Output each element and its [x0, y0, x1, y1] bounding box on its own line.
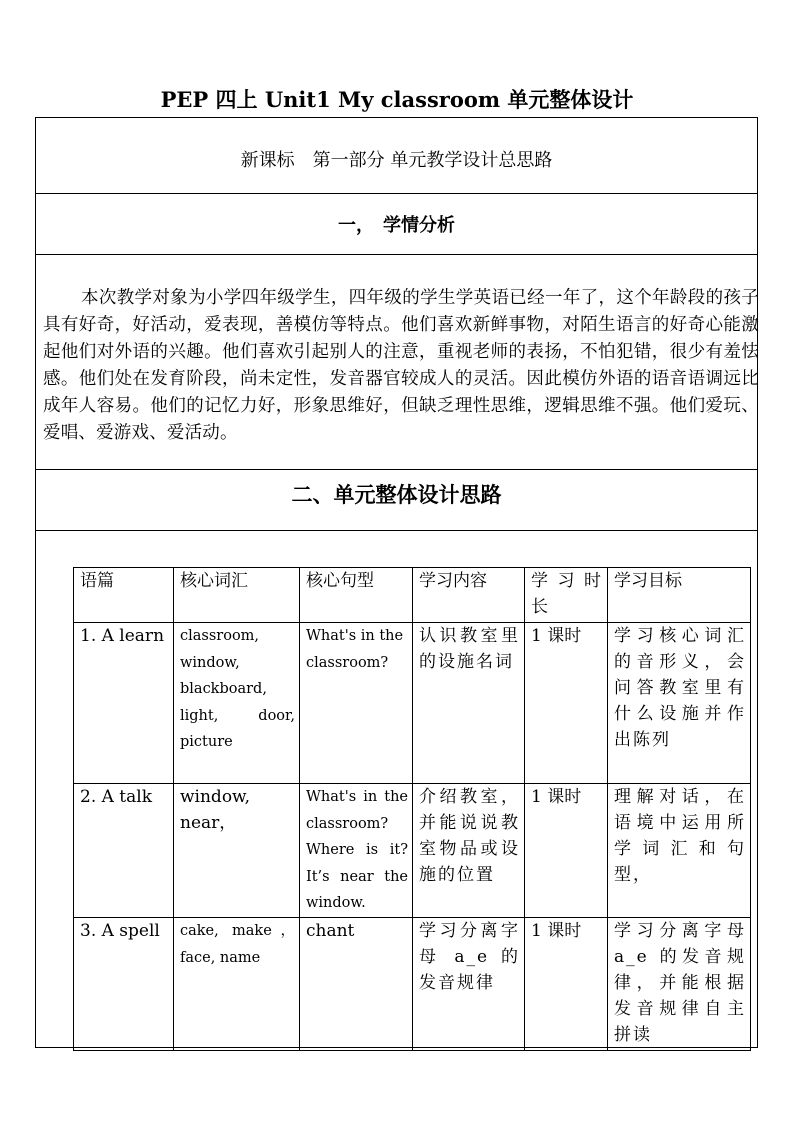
cell-duration: 1 课时 [525, 623, 608, 784]
cell-duration: 1 课时 [525, 918, 608, 1051]
section2-title: 二、单元整体设计思路 [291, 482, 502, 507]
cell-goal: 理解对话，在语境中运用所学词汇和句型， [608, 784, 751, 918]
section1-body-row [36, 255, 757, 470]
cell-text: 1. A learn [74, 623, 174, 784]
header-cell: 学习时长 [525, 568, 608, 623]
unit-design-table [73, 567, 751, 1051]
cell-pattern: What's in the classroom? Where is it? It’s near the window. [300, 784, 413, 918]
cell-content: 介绍教室，并能说说教室物品或设施的位置 [413, 784, 525, 918]
cell-text: 3. A spell [74, 918, 174, 1051]
header-cell: 核心句型 [300, 568, 413, 623]
section2-title-row [36, 470, 757, 531]
cell-pattern: chant [300, 918, 413, 1051]
cell-vocab: window, near， [174, 784, 300, 918]
cell-pattern: What's in the classroom? [300, 623, 413, 784]
cell-goal: 学习核心词汇的音形义，会问答教室里有什么设施并作出陈列 [608, 623, 751, 784]
table-row [74, 784, 751, 918]
table-row [74, 623, 751, 784]
cell-content: 认识教室里的设施名词 [413, 623, 525, 784]
cell-duration: 1 课时 [525, 784, 608, 918]
section1-paragraph: 本次教学对象为小学四年级学生，四年级的学生学英语已经一年了，这个年龄段的孩子具有好奇，好活动，爱表现，善模仿等特点。他们喜欢新鲜事物，对陌生语言的好奇心能激起他们对外语的兴趣。他们喜欢引起别人的注意，重视老师的表扬，不怕犯错，很少有羞怯感。他们处在发育阶段，尚未定性，发音器官较成人的灵活。因此模仿外语的语音语调远比成年人容易。他们的记忆力好，形象思维好，但缺乏理性思维，逻辑思维不强。他们爱玩、爱唱、爱游戏、爱活动。 [43, 288, 759, 443]
header-cell: 语篇 [74, 568, 174, 623]
table-row [74, 918, 751, 1051]
outer-table [35, 117, 758, 1048]
header-cell: 学习目标 [608, 568, 751, 623]
cell-content: 学习分离字母 a_e 的发音规律 [413, 918, 525, 1051]
header-cell: 学习内容 [413, 568, 525, 623]
document-title: PEP 四上 Unit1 My classroom 单元整体设计 [160, 87, 634, 112]
header-cell: 核心词汇 [174, 568, 300, 623]
section1-title-row [36, 194, 757, 255]
cell-goal: 学习分离字母 a_e 的发音规律，并能根据发音规律自主拼读 [608, 918, 751, 1051]
cell-text: 2. A talk [74, 784, 174, 918]
section-header-row [36, 118, 757, 194]
section1-title: 一， 学情分析 [338, 215, 455, 236]
section-header: 新课标 第一部分 单元教学设计总思路 [240, 150, 553, 171]
cell-vocab: classroom, window, blackboard, light, door, picture [174, 623, 300, 784]
cell-vocab: cake, make，face, name [174, 918, 300, 1051]
table-header-row [74, 568, 751, 623]
